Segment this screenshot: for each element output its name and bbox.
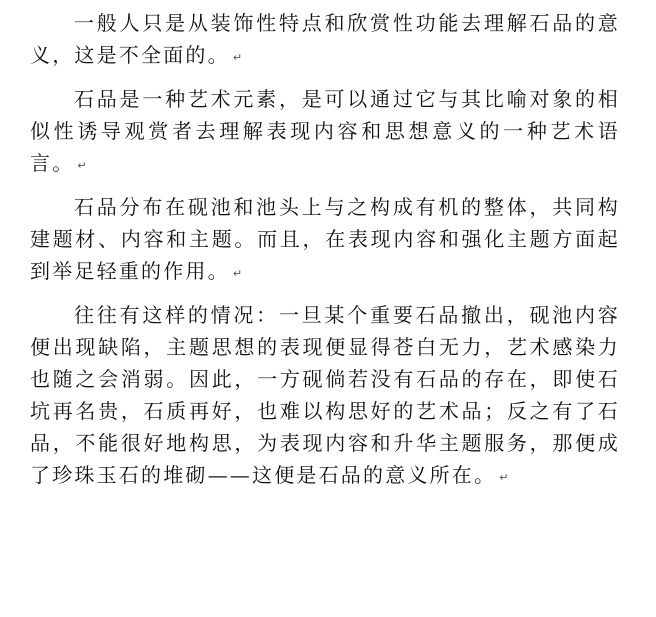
paragraph-3 [30,191,620,290]
paragraph-2-text: 石品是一种艺术元素，是可以通过它与其比喻对象的相似性诱导观赏者去理解表现内容和思想意义的一种艺术语言。 [30,87,620,175]
paragraph-1-text: 一般人只是从装饰性特点和欣赏性功能去理解石品的意义，这是不全面的。 [30,11,620,67]
paragraph-mark-icon: ↵ [232,51,243,64]
paragraph-mark-icon: ↵ [232,267,243,280]
paragraph-1 [30,7,620,74]
paragraph-3-text: 石品分布在砚池和池头上与之构成有机的整体，共同构建题材、内容和主题。而且，在表现内容和强化主题方面起到举足轻重的作用。 [30,195,620,283]
paragraph-4 [30,299,620,494]
paragraph-mark-icon: ↵ [77,159,87,172]
paragraph-4-text: 往往有这样的情况：一旦某个重要石品撤出，砚池内容便出现缺陷，主题思想的表现便显得苍白无力，艺术感染力也随之会消弱。因此，一方砚倘若没有石品的存在，即使石坑再名贵，石质再好，也难以构思好的艺术品；反之有了石品，不能很好地构思，为表现内容和升华主题服务，那便成了珍珠玉石的堆砌——这便是石品的意义所在。 [30,303,620,487]
paragraph-2 [30,83,620,182]
paragraph-mark-icon: ↵ [499,471,509,484]
